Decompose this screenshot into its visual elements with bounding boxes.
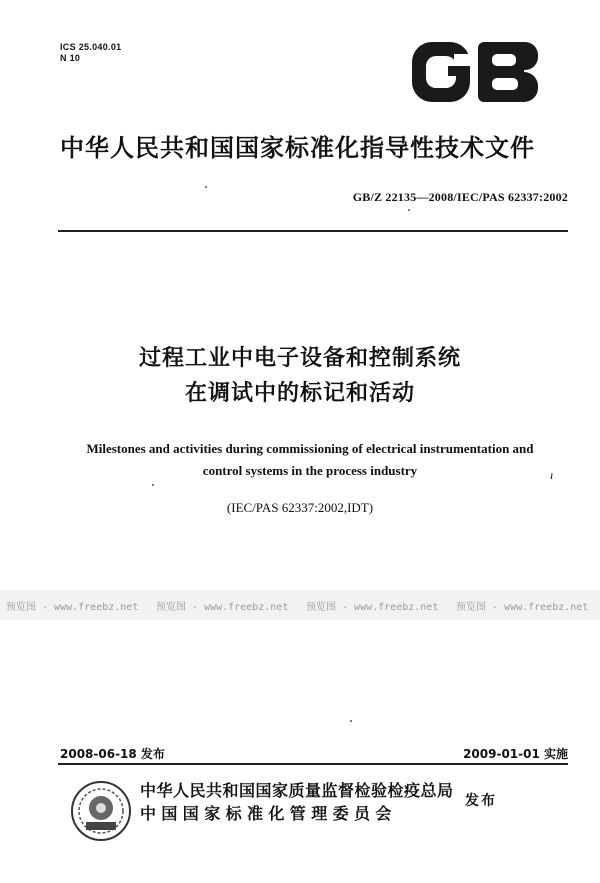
ics-code: ICS 25.040.01 xyxy=(60,42,122,52)
issuer-line-1: 中华人民共和国国家质量监督检验检疫总局 xyxy=(140,781,454,800)
scan-speck xyxy=(152,484,154,486)
scan-mark: ı xyxy=(550,468,554,482)
ccs-code: N 10 xyxy=(60,53,81,63)
effective-date: 2009-01-01 实施 xyxy=(463,747,568,761)
watermark-text: 预览图 - www.freebz.net xyxy=(306,602,439,613)
top-divider xyxy=(58,230,568,232)
title-chinese-line-2: 在调试中的标记和活动 xyxy=(184,381,415,406)
bottom-divider xyxy=(58,763,568,765)
watermark-text: 预览图 - www.freebz.net xyxy=(156,602,289,613)
scan-speck xyxy=(205,186,207,188)
scan-speck xyxy=(408,209,410,211)
standard-number: GB/Z 22135—2008/IEC/PAS 62337:2002 xyxy=(352,190,568,204)
issuer-line-2: 中国国家标准化管理委员会 xyxy=(140,804,397,823)
watermark-text: 预览图 - www.freebz.net xyxy=(456,602,589,613)
title-english-line-2: control systems in the process industry xyxy=(202,463,418,478)
title-chinese-line-1: 过程工业中电子设备和控制系统 xyxy=(138,346,461,371)
organization-title: 中华人民共和国国家标准化指导性技术文件 xyxy=(60,134,535,162)
title-english-line-1: Milestones and activities during commissioning of electrical instrumentation and xyxy=(86,441,534,456)
emblem-seal-icon xyxy=(70,780,132,842)
gb-logo xyxy=(410,40,540,104)
scan-speck xyxy=(350,720,352,722)
adoption-note: (IEC/PAS 62337:2002,IDT) xyxy=(226,500,374,515)
issue-date: 2008-06-18 发布 xyxy=(60,747,165,761)
classification-codes xyxy=(60,42,121,64)
watermark-text: 预览图 - www.freebz.net xyxy=(6,602,139,613)
publish-label: 发布 xyxy=(465,793,497,809)
